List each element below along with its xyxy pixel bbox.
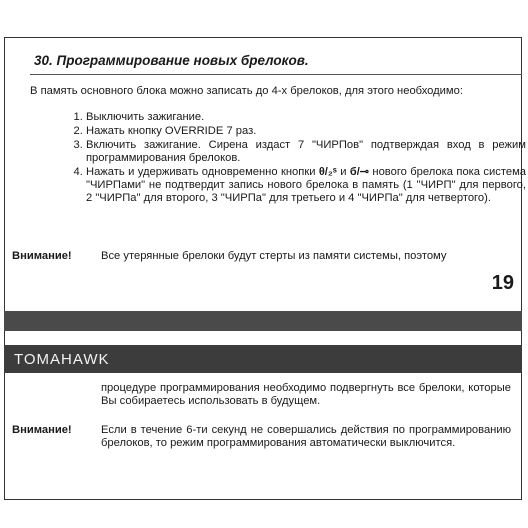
warning-label: Внимание!	[12, 250, 72, 262]
step-item	[86, 166, 526, 205]
unlock-button-icon: б/⊸	[349, 166, 369, 178]
warning-text: Все утерянные брелоки будут стерты из памяти системы, поэтому	[101, 250, 447, 262]
step-item: 3. Включить зажигание. Сирена издаст 7 "ЧИРПов" подтверждая вход в режим программирования брелоков.	[86, 139, 526, 165]
title-divider	[30, 74, 522, 75]
intro-paragraph: В память основного блока можно записать до 4-х брелоков, для этого необходимо:	[30, 85, 463, 97]
section-title: 30. Программирование новых брелоков.	[34, 53, 309, 68]
step-text: и	[340, 166, 347, 178]
page-divider-band	[4, 311, 522, 331]
continuation-paragraph: процедуре программирования необходимо подвергнуть все брелоки, которые Вы собираетесь использовать в будущем.	[101, 382, 511, 407]
warning-label: Внимание!	[12, 424, 72, 436]
step-text: нового брелока пока система "ЧИРПами" не подтвердит запись нового брелока в память (1 "ЧИРП" для первого, 2 "ЧИРПа" для второго, 3 "ЧИРПа" для третьего и 4 "ЧИРПа" для четвертого).	[86, 166, 526, 204]
steps-list	[62, 111, 526, 206]
step-item: 2. Нажать кнопку OVERRIDE 7 раз.	[86, 125, 526, 138]
lock-button-icon: θ/₂ˢ	[318, 166, 337, 178]
page-number: 19	[491, 272, 514, 294]
warning-text: Если в течение 6-ти секунд не совершались действия по программированию брелоков, то режим программирования автоматически выключится.	[101, 424, 511, 449]
step-item: 1. Выключить зажигание.	[86, 111, 526, 124]
step-text: Нажать и удерживать одновременно кнопки	[86, 166, 316, 178]
brand-logo: TOMAHAWK	[14, 351, 110, 368]
